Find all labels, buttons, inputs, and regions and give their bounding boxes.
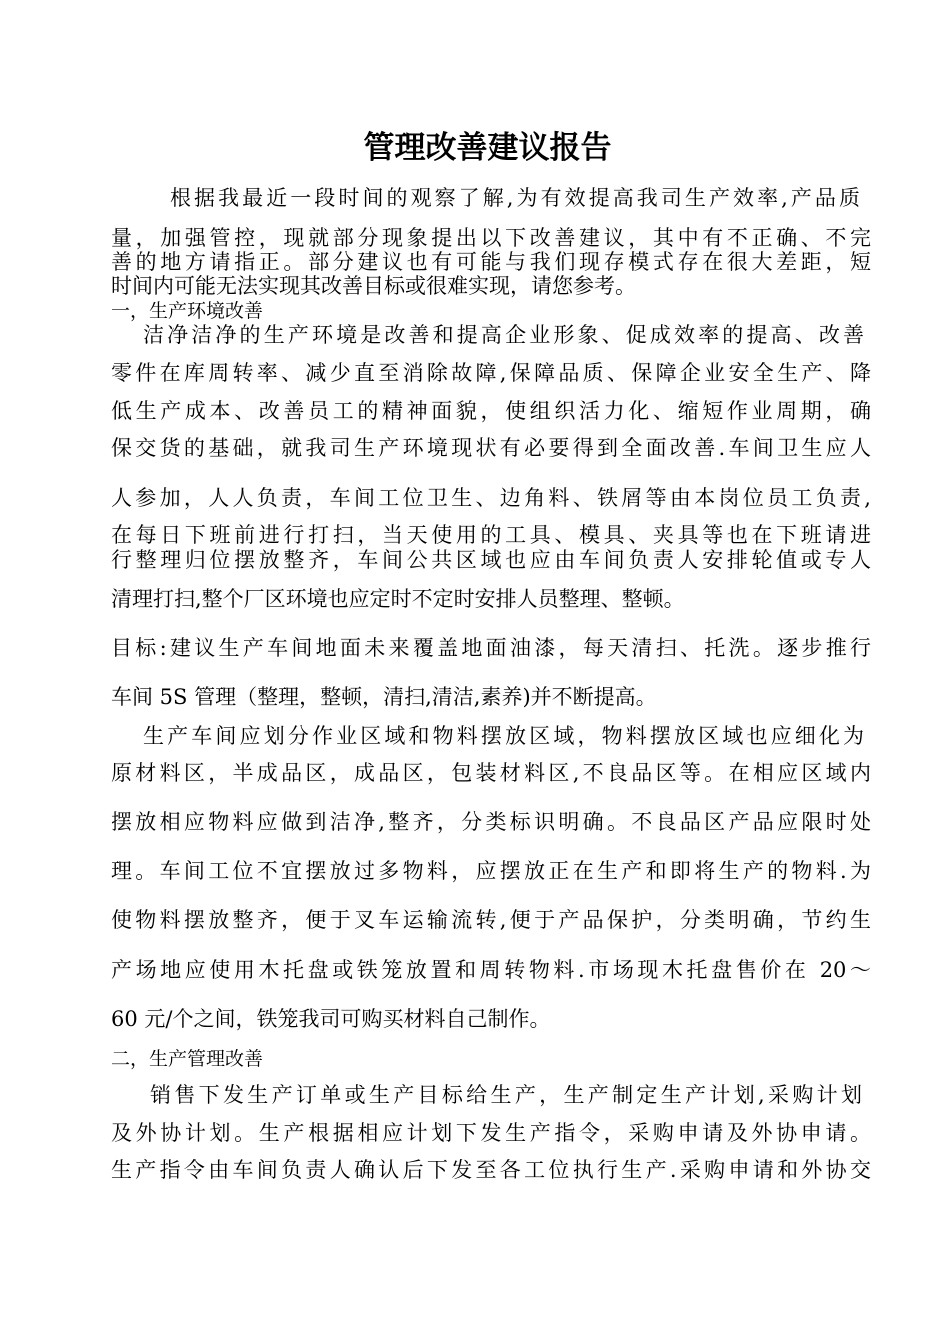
paragraph-line: 60 元/个之间，铁笼我司可购买材料自己制作。: [111, 1007, 551, 1031]
paragraph-line: 量，加强管控，现就部分现象提出以下改善建议，其中有不正确、不完: [111, 226, 871, 250]
paragraph-line: 时间内可能无法实现其改善目标或很难实现，请您参考。: [111, 274, 636, 298]
section-heading: 一，生产环境改善: [111, 300, 264, 322]
paragraph-line: 原材料区，半成品区，成品区，包装材料区,不良品区等。在相应区域内: [111, 761, 871, 785]
paragraph-line: 行整理归位摆放整齐，车间公共区域也应由车间负责人安排轮值或专人: [111, 548, 871, 572]
paragraph-line: 使物料摆放整齐，便于叉车运输流转,便于产品保护，分类明确，节约生: [111, 908, 871, 932]
paragraph-line: 洁净洁净的生产环境是改善和提高企业形象、促成效率的提高、改善: [143, 323, 864, 347]
document-title: 管理改善建议报告: [363, 130, 612, 166]
paragraph-line: 人参加，人人负责，车间工位卫生、边角料、铁屑等由本岗位员工负责,: [111, 486, 871, 510]
paragraph-line: 产场地应使用木托盘或铁笼放置和周转物料.市场现木托盘售价在 20～: [111, 958, 871, 982]
paragraph-line: 生产车间应划分作业区域和物料摆放区域，物料摆放区域也应细化为: [143, 724, 864, 748]
paragraph-line: 清理打扫,整个厂区环境也应定时不定时安排人员整理、整顿。: [111, 587, 685, 611]
section-heading: 二，生产管理改善: [111, 1048, 264, 1070]
paragraph-line: 销售下发生产订单或生产目标给生产，生产制定生产计划,采购计划: [150, 1083, 862, 1107]
paragraph-line: 摆放相应物料应做到洁净,整齐，分类标识明确。不良品区产品应限时处: [111, 810, 871, 834]
paragraph-line: 在每日下班前进行打扫，当天使用的工具、模具、夹具等也在下班请进: [111, 523, 871, 547]
paragraph-line: 善的地方请指正。部分建议也有可能与我们现存模式存在很大差距，短: [111, 250, 871, 274]
paragraph-line: 理。车间工位不宜摆放过多物料，应摆放正在生产和即将生产的物料.为: [111, 859, 871, 883]
paragraph-line: 生产指令由车间负责人确认后下发至各工位执行生产.采购申请和外协交: [111, 1158, 871, 1182]
paragraph-line: 低生产成本、改善员工的精神面貌，使组织活力化、缩短作业周期，确: [111, 399, 871, 423]
paragraph-line: 根据我最近一段时间的观察了解,为有效提高我司生产效率,产品质: [170, 186, 860, 210]
paragraph-line: 保交货的基础，就我司生产环境现状有必要得到全面改善.车间卫生应人: [111, 436, 871, 460]
paragraph-line: 车间 5S 管理（整理，整顿，清扫,清洁,素养)并不断提高。: [111, 685, 657, 709]
paragraph-line: 目标:建议生产车间地面未来覆盖地面油漆，每天清扫、托洗。逐步推行: [111, 636, 871, 660]
paragraph-line: 零件在库周转率、减少直至消除故障,保障品质、保障企业安全生产、降: [111, 361, 871, 385]
paragraph-line: 及外协计划。生产根据相应计划下发生产指令，采购申请及外协申请。: [111, 1121, 871, 1145]
